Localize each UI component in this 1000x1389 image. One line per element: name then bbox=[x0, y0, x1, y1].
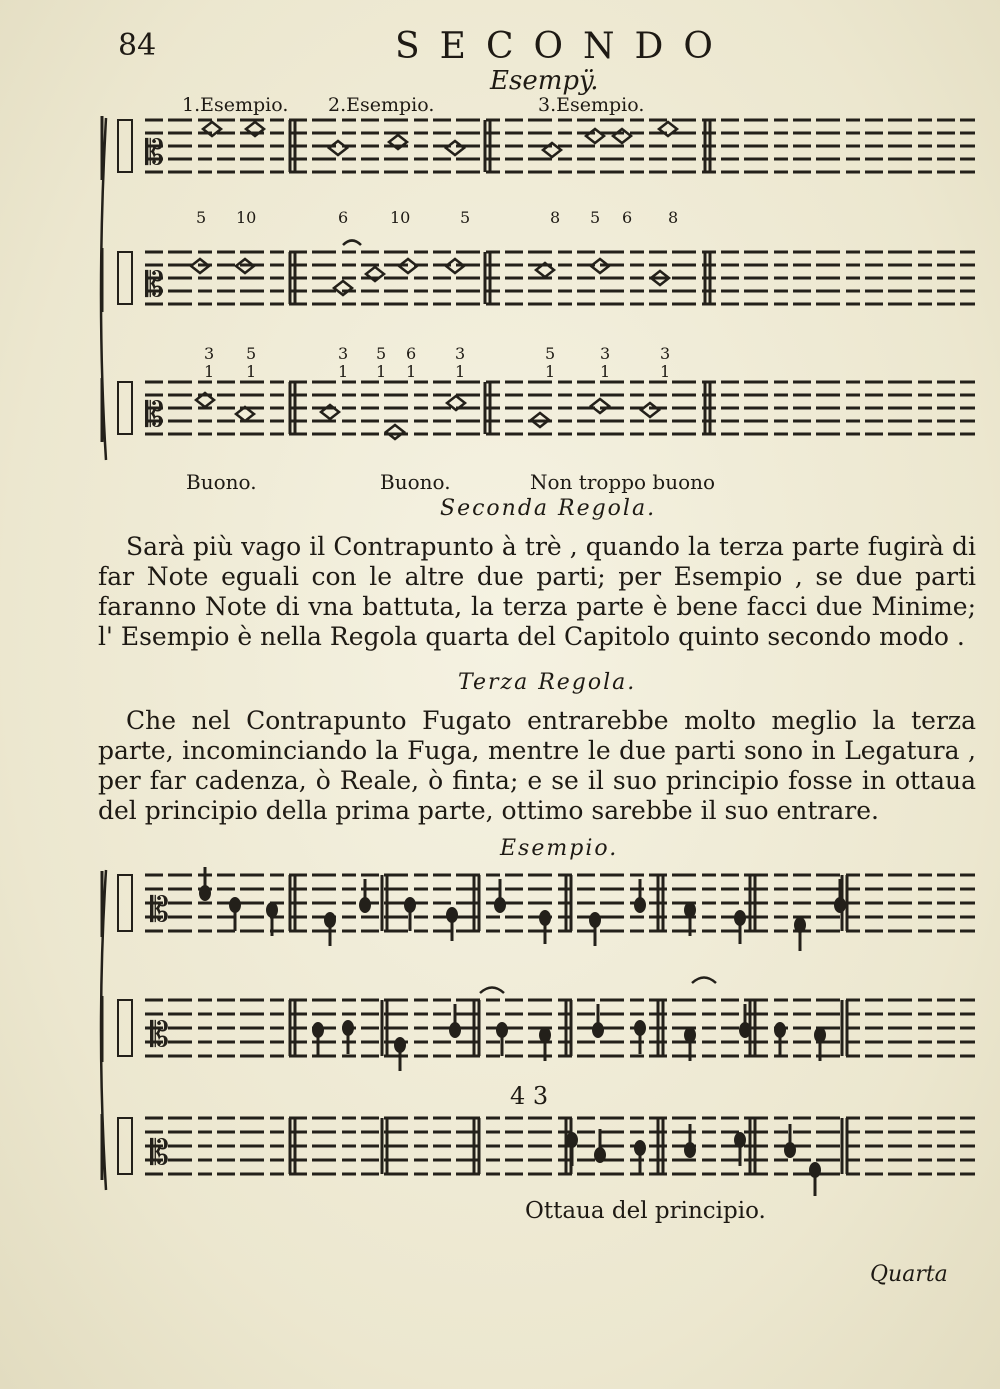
figure-number: 8 bbox=[550, 208, 561, 227]
rule3-heading: Terza Regola. bbox=[458, 670, 637, 695]
note-head bbox=[591, 399, 609, 413]
clef-icon: 𝄡 bbox=[150, 890, 169, 930]
figure-number: 8 bbox=[668, 208, 679, 227]
figure-number: 1 bbox=[246, 362, 257, 381]
figure-number: 5 bbox=[460, 208, 471, 227]
rule2-text: Sarà più vago il Contrapunto à trè , quando la terza parte fugirà di far Note eguali con le altre due parti; per Esempio , se due parti faranno Note di vna battuta, la terza parte è bene facci due Minime; l' Esempio è nella Regola quarta del Capitolo quinto secondo modo . bbox=[98, 532, 976, 651]
rule2-heading: Seconda Regola. bbox=[440, 496, 657, 521]
figure-number: 1 bbox=[455, 362, 466, 381]
note-head bbox=[586, 129, 604, 143]
quality-label-good-2: Buono. bbox=[380, 470, 451, 494]
figure-number: 5 bbox=[545, 344, 556, 363]
note-head bbox=[329, 141, 347, 155]
page-number: 84 bbox=[118, 28, 157, 63]
figure-number: 3 bbox=[204, 344, 215, 363]
figure-number: 10 bbox=[390, 208, 411, 227]
note-head bbox=[641, 403, 659, 417]
figure-43: 4 3 bbox=[510, 1082, 549, 1110]
figure-number: 5 bbox=[196, 208, 207, 227]
example2-caption: Esempio. bbox=[500, 836, 619, 861]
example-label-2: 2.Esempio. bbox=[328, 94, 435, 116]
figure-number: 5 bbox=[246, 344, 257, 363]
example-label-3: 3.Esempio. bbox=[538, 94, 645, 116]
figure-number: 5 bbox=[590, 208, 601, 227]
figure-number: 1 bbox=[660, 362, 671, 381]
figure-number: 6 bbox=[406, 344, 417, 363]
catchword: Quarta bbox=[870, 1262, 948, 1287]
note-head bbox=[334, 281, 352, 295]
figure-number: 3 bbox=[600, 344, 611, 363]
rule3-paragraph bbox=[98, 706, 976, 826]
figure-number: 3 bbox=[660, 344, 671, 363]
figure-number: 6 bbox=[622, 208, 633, 227]
figure-number: 1 bbox=[376, 362, 387, 381]
figure-number: 10 bbox=[236, 208, 257, 227]
figure-number: 1 bbox=[545, 362, 556, 381]
clef-frame bbox=[118, 1118, 132, 1174]
quality-label-good-1: Buono. bbox=[186, 470, 257, 494]
figure-number: 6 bbox=[338, 208, 349, 227]
fermata-icon bbox=[692, 978, 716, 984]
clef-icon: 𝄡 bbox=[150, 1133, 169, 1173]
figure-number: 3 bbox=[455, 344, 466, 363]
quality-label-not-good: Non troppo buono bbox=[530, 470, 716, 494]
clef-icon: 𝄡 bbox=[145, 395, 164, 435]
example-label-1: 1.Esempio. bbox=[182, 94, 289, 116]
clef-frame bbox=[118, 120, 132, 172]
note-head bbox=[613, 129, 631, 143]
figure-number: 1 bbox=[600, 362, 611, 381]
clef-icon: 𝄡 bbox=[150, 1015, 169, 1055]
examples-caption: Esempÿ. bbox=[490, 66, 599, 96]
fermata-icon bbox=[343, 241, 361, 246]
clef-frame bbox=[118, 382, 132, 434]
running-title: SECONDO bbox=[395, 26, 733, 67]
clef-frame bbox=[118, 252, 132, 304]
figure-number: 1 bbox=[406, 362, 417, 381]
clef-frame bbox=[118, 1000, 132, 1056]
clef-icon: 𝄡 bbox=[145, 265, 164, 305]
bottom-caption: Ottaua del principio. bbox=[525, 1198, 766, 1224]
figure-number: 1 bbox=[338, 362, 349, 381]
clef-frame bbox=[118, 875, 132, 931]
note-head bbox=[386, 425, 404, 439]
figure-number: 5 bbox=[376, 344, 387, 363]
rule3-text: Che nel Contrapunto Fugato entrarebbe molto meglio la terza parte, incominciando la Fuga, mentre le due parti sono in Legatura , per far cadenza, ò Reale, ò finta; e se il suo principio fosse in ottaua del principio della prima parte, ottimo sarebbe il suo entrare. bbox=[98, 706, 976, 825]
rule2-paragraph bbox=[98, 532, 976, 652]
fermata-icon bbox=[480, 988, 504, 994]
clef-icon: 𝄡 bbox=[145, 133, 164, 173]
figure-number: 3 bbox=[338, 344, 349, 363]
note-head bbox=[446, 141, 464, 155]
figure-number: 1 bbox=[204, 362, 215, 381]
